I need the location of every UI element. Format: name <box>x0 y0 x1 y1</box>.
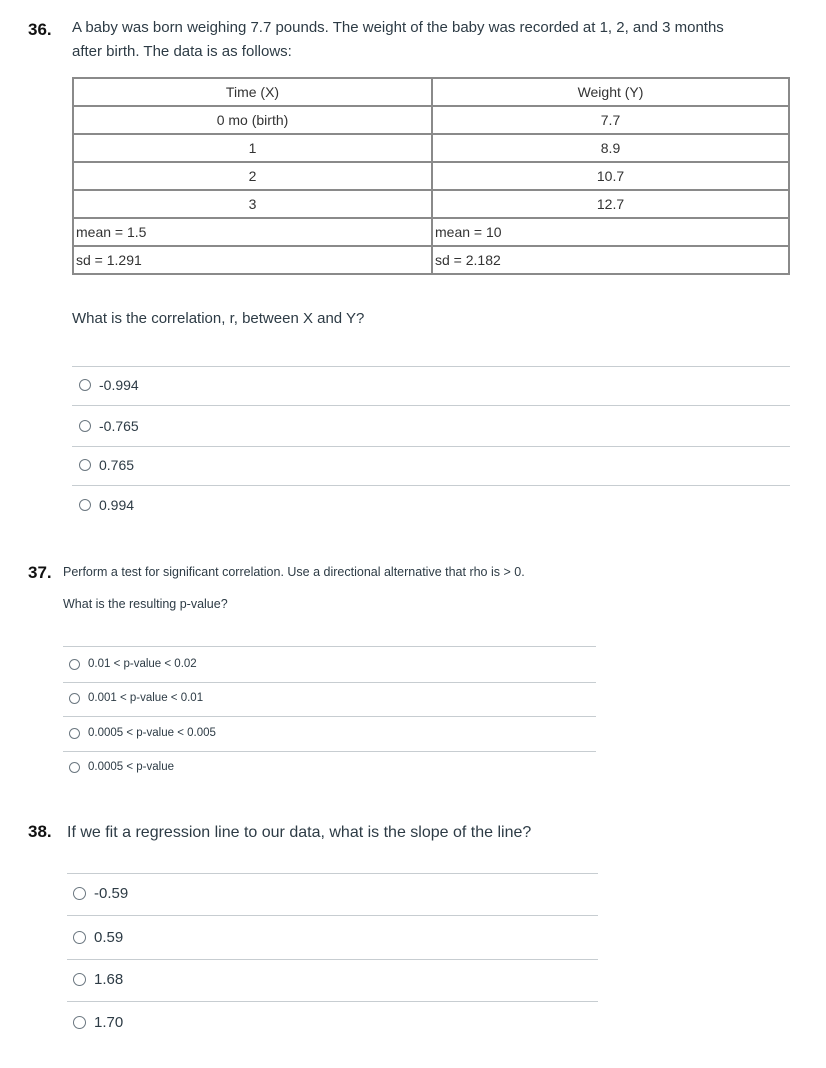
answer-option[interactable] <box>73 885 128 902</box>
question-prompt: What is the resulting p-value? <box>63 597 228 611</box>
radio-button[interactable] <box>69 693 80 704</box>
divider <box>67 959 598 960</box>
sd-x-cell: sd = 1.291 <box>73 246 432 274</box>
radio-button[interactable] <box>73 931 86 944</box>
question-text <box>72 16 724 64</box>
radio-button[interactable] <box>73 887 86 900</box>
table-cell: 12.7 <box>432 190 789 218</box>
divider <box>67 915 598 916</box>
table-row-mean <box>73 218 789 246</box>
answer-label: -0.765 <box>99 418 139 434</box>
answer-option[interactable] <box>69 692 203 704</box>
answer-option[interactable] <box>73 971 123 988</box>
table-row <box>73 162 789 190</box>
table-row <box>73 190 789 218</box>
table-row <box>73 134 789 162</box>
table-cell: 7.7 <box>432 106 789 134</box>
answer-label: 1.68 <box>94 971 124 988</box>
mean-x-cell: mean = 1.5 <box>73 218 432 246</box>
question-number: 36. <box>28 20 52 39</box>
answer-option[interactable] <box>73 1014 123 1031</box>
answer-option[interactable] <box>69 727 216 739</box>
radio-button[interactable] <box>69 659 80 670</box>
answer-label: 0.001 < p-value < 0.01 <box>88 692 204 704</box>
table-row-sd <box>73 246 789 274</box>
divider <box>63 716 596 717</box>
divider <box>63 646 596 647</box>
table-cell: 10.7 <box>432 162 789 190</box>
radio-button[interactable] <box>73 973 86 986</box>
radio-button[interactable] <box>79 499 91 511</box>
answer-option[interactable] <box>79 377 139 393</box>
radio-button[interactable] <box>79 459 91 471</box>
radio-button[interactable] <box>73 1016 86 1029</box>
answer-label: -0.59 <box>94 885 129 902</box>
data-table <box>72 77 790 275</box>
divider <box>72 405 790 406</box>
divider <box>72 366 790 367</box>
table-header-row <box>73 78 789 106</box>
question-text-line-2: after birth. The data is as follows: <box>72 43 292 60</box>
question-text-line-1: A baby was born weighing 7.7 pounds. The weight of the baby was recorded at 1, 2, and 3 months <box>72 19 724 36</box>
answer-label: 0.0005 < p-value < 0.005 <box>88 727 216 739</box>
divider <box>72 446 790 447</box>
radio-button[interactable] <box>79 420 91 432</box>
question-number: 37. <box>28 563 52 582</box>
answer-label: 0.994 <box>99 497 135 513</box>
divider <box>67 1001 598 1002</box>
answer-label: 0.0005 < p-value <box>88 761 174 773</box>
divider <box>72 485 790 486</box>
table-header-weight: Weight (Y) <box>432 78 789 106</box>
table-cell: 3 <box>73 190 432 218</box>
divider <box>63 751 596 752</box>
divider <box>63 682 596 683</box>
answer-option[interactable] <box>79 497 134 513</box>
answer-option[interactable] <box>79 418 139 434</box>
answer-option[interactable] <box>69 658 197 670</box>
table-cell: 0 mo (birth) <box>73 106 432 134</box>
divider <box>67 873 598 874</box>
table-row <box>73 106 789 134</box>
answer-option[interactable] <box>69 761 174 773</box>
sd-y-cell: sd = 2.182 <box>432 246 789 274</box>
answer-label: 1.70 <box>94 1014 124 1031</box>
answer-option[interactable] <box>79 457 134 473</box>
table-cell: 2 <box>73 162 432 190</box>
answer-option[interactable] <box>73 929 123 946</box>
answer-label: 0.59 <box>94 929 124 946</box>
answer-label: 0.765 <box>99 457 135 473</box>
mean-y-cell: mean = 10 <box>432 218 789 246</box>
table-cell: 8.9 <box>432 134 789 162</box>
radio-button[interactable] <box>69 728 80 739</box>
answer-label: 0.01 < p-value < 0.02 <box>88 658 197 670</box>
question-prompt: If we fit a regression line to our data, what is the slope of the line? <box>67 824 532 841</box>
table-header-time: Time (X) <box>73 78 432 106</box>
radio-button[interactable] <box>79 379 91 391</box>
radio-button[interactable] <box>69 762 80 773</box>
question-prompt: What is the correlation, r, between X and Y? <box>72 310 365 327</box>
question-text: Perform a test for significant correlation. Use a directional alternative that rho is > 0. <box>63 565 525 579</box>
table-cell: 1 <box>73 134 432 162</box>
answer-label: -0.994 <box>99 377 139 393</box>
question-number: 38. <box>28 822 52 841</box>
